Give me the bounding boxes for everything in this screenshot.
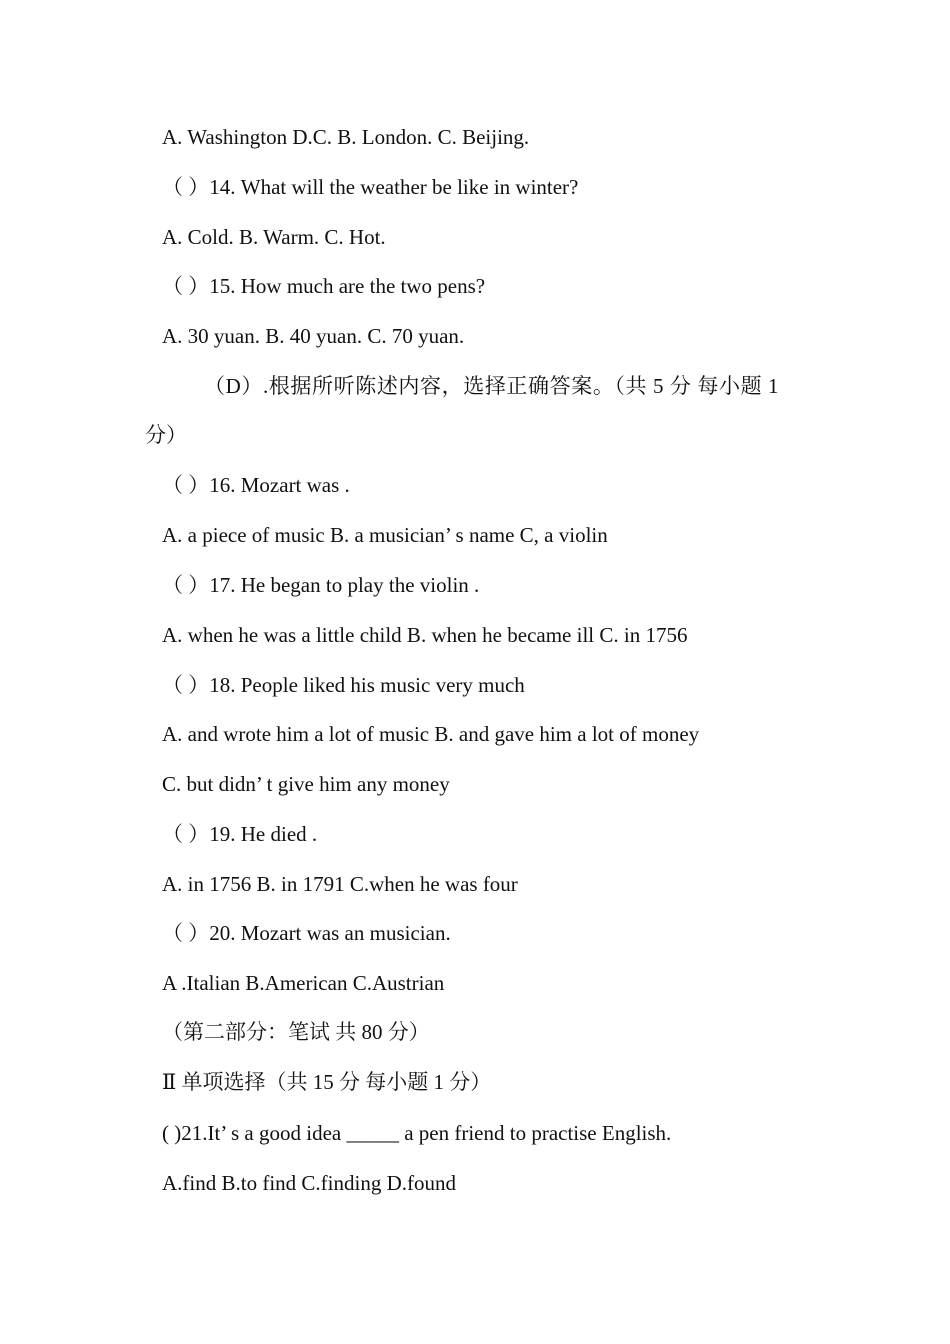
section-d-heading: （D）.根据所听陈述内容，选择正确答案。（共 5 分 每小题 1 [204, 374, 780, 398]
q13-options: A. Washington D.C. B. London. C. Beijing. [162, 125, 530, 149]
part-two-heading: （第二部分：笔试 共 80 分） [162, 1020, 430, 1044]
question-15: （ ）15. How much are the two pens? [162, 274, 486, 298]
q14-options: A. Cold. B. Warm. C. Hot. [162, 225, 386, 249]
q21-options: A.find B.to find C.finding D.found [162, 1171, 456, 1195]
q17-options: A. when he was a little child B. when he became ill C. in 1756 [162, 623, 688, 647]
question-14: （ ）14. What will the weather be like in winter? [162, 175, 579, 199]
question-16: （ ）16. Mozart was . [162, 473, 350, 497]
q18-options-ab: A. and wrote him a lot of music B. and gave him a lot of money [162, 722, 700, 746]
question-18: （ ）18. People liked his music very much [162, 673, 525, 697]
q16-options: A. a piece of music B. a musician’ s name C, a violin [162, 523, 608, 547]
question-20: （ ）20. Mozart was an musician. [162, 921, 451, 945]
section-d-heading-wrap: 分） [145, 423, 187, 447]
q18-options-c: C. but didn’ t give him any money [162, 772, 450, 796]
q19-options: A. in 1756 B. in 1791 C.when he was four [162, 872, 518, 896]
question-17: （ ）17. He began to play the violin . [162, 573, 480, 597]
q20-options: A .Italian B.American C.Austrian [162, 971, 445, 995]
q15-options: A. 30 yuan. B. 40 yuan. C. 70 yuan. [162, 324, 465, 348]
question-19: （ ）19. He died . [162, 822, 318, 846]
section-ii-heading: Ⅱ 单项选择（共 15 分 每小题 1 分） [162, 1070, 492, 1094]
question-21: ( )21.It’ s a good idea _____ a pen friend to practise English. [162, 1121, 672, 1145]
